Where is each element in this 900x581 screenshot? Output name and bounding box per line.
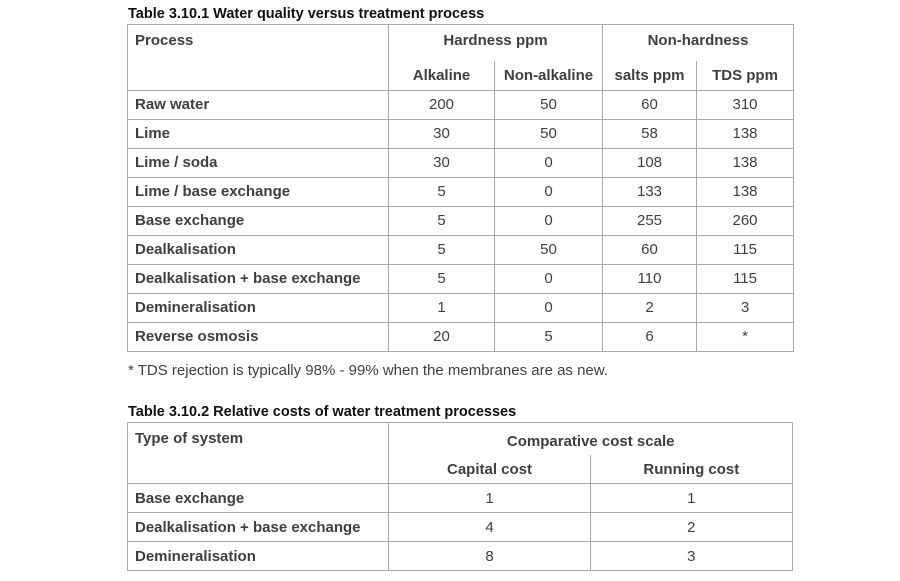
water-quality-table (127, 24, 794, 352)
table-row (128, 293, 794, 322)
salts-cell: 110 (603, 264, 697, 293)
table-row (128, 206, 794, 235)
table-row (128, 513, 793, 542)
table-row (128, 264, 794, 293)
table-row (128, 90, 794, 119)
salts-cell: 60 (603, 90, 697, 119)
process-cell: Reverse osmosis (128, 322, 389, 351)
table-row (128, 177, 794, 206)
tds-header: TDS ppm (697, 61, 794, 90)
process-cell: Demineralisation (128, 293, 389, 322)
salts-cell: 6 (603, 322, 697, 351)
non-alkaline-cell: 0 (495, 264, 603, 293)
alkaline-cell: 5 (389, 235, 495, 264)
salts-header: salts ppm (603, 61, 697, 90)
alkaline-cell: 5 (389, 177, 495, 206)
treatment-costs-table (127, 422, 793, 571)
process-cell: Lime (128, 119, 389, 148)
hardness-group-header: Hardness ppm (389, 25, 603, 62)
alkaline-cell: 20 (389, 322, 495, 351)
capital-cost-cell: 8 (389, 542, 590, 571)
tds-cell: 138 (697, 119, 794, 148)
non-alkaline-cell: 0 (495, 293, 603, 322)
process-cell: Raw water (128, 90, 389, 119)
running-cost-header: Running cost (590, 455, 792, 484)
process-cell: Base exchange (128, 206, 389, 235)
table2-caption: Table 3.10.2 Relative costs of water treatment processes (128, 404, 517, 420)
type-cell: Dealkalisation + base exchange (128, 513, 389, 542)
alkaline-cell: 5 (389, 206, 495, 235)
salts-cell: 58 (603, 119, 697, 148)
alkaline-cell: 5 (389, 264, 495, 293)
type-header: Type of system (128, 423, 389, 484)
non-alkaline-header: Non-alkaline (495, 61, 603, 90)
tds-cell: 115 (697, 235, 794, 264)
salts-cell: 2 (603, 293, 697, 322)
non-alkaline-cell: 0 (495, 177, 603, 206)
tds-cell: 3 (697, 293, 794, 322)
table-row (128, 322, 794, 351)
alkaline-cell: 200 (389, 90, 495, 119)
non-alkaline-cell: 0 (495, 206, 603, 235)
type-cell: Base exchange (128, 484, 389, 513)
cost-scale-group-header: Comparative cost scale (389, 423, 793, 456)
process-cell: Lime / soda (128, 148, 389, 177)
capital-cost-header: Capital cost (389, 455, 590, 484)
process-header: Process (128, 25, 389, 91)
salts-cell: 255 (603, 206, 697, 235)
tds-cell: 310 (697, 90, 794, 119)
type-cell: Demineralisation (128, 542, 389, 571)
capital-cost-cell: 1 (389, 484, 590, 513)
non-alkaline-cell: 5 (495, 322, 603, 351)
nonhardness-group-header: Non-hardness (603, 25, 794, 62)
tds-cell: 138 (697, 148, 794, 177)
tds-cell: 260 (697, 206, 794, 235)
alkaline-cell: 30 (389, 148, 495, 177)
table1-header-row-1 (128, 25, 794, 62)
running-cost-cell: 1 (590, 484, 792, 513)
non-alkaline-cell: 50 (495, 90, 603, 119)
non-alkaline-cell: 0 (495, 148, 603, 177)
tds-cell: * (697, 322, 794, 351)
tds-cell: 115 (697, 264, 794, 293)
alkaline-header: Alkaline (389, 61, 495, 90)
footnote: * TDS rejection is typically 98% - 99% when the membranes are as new. (128, 362, 608, 379)
running-cost-cell: 3 (590, 542, 792, 571)
capital-cost-cell: 4 (389, 513, 590, 542)
process-cell: Dealkalisation + base exchange (128, 264, 389, 293)
process-cell: Lime / base exchange (128, 177, 389, 206)
tds-cell: 138 (697, 177, 794, 206)
table2-header-row-1 (128, 423, 793, 456)
process-cell: Dealkalisation (128, 235, 389, 264)
table1-caption: Table 3.10.1 Water quality versus treatment process (128, 6, 485, 22)
salts-cell: 133 (603, 177, 697, 206)
alkaline-cell: 30 (389, 119, 495, 148)
running-cost-cell: 2 (590, 513, 792, 542)
non-alkaline-cell: 50 (495, 119, 603, 148)
salts-cell: 108 (603, 148, 697, 177)
alkaline-cell: 1 (389, 293, 495, 322)
salts-cell: 60 (603, 235, 697, 264)
table-row (128, 119, 794, 148)
table-row (128, 148, 794, 177)
table-row (128, 484, 793, 513)
table-row (128, 542, 793, 571)
table-row (128, 235, 794, 264)
non-alkaline-cell: 50 (495, 235, 603, 264)
